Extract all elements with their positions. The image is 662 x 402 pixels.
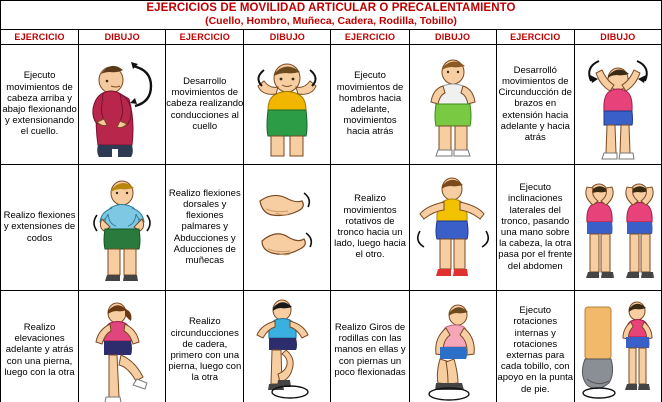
header-row	[1, 29, 662, 44]
neck-rotation-figure	[244, 44, 331, 164]
title-line-1: EJERCICIOS DE MOVILIDAD ARTICULAR O PRECALENTAMIENTO	[146, 2, 516, 14]
column-header-exercise-4: EJERCICIO	[496, 29, 574, 44]
exercise-text: Ejecuto inclinaciones laterales del tronco, pasando una mano sobre la cabeza, la otra pasa por el frente del abdomen	[496, 164, 574, 290]
column-header-exercise-2: EJERCICIO	[166, 29, 244, 44]
trunk-rotation-figure	[409, 164, 496, 290]
exercise-text: Desarrollo movimientos de cabeza realizando conducciones al cuello	[166, 44, 244, 164]
exercise-text: Ejecuto rotaciones internas y rotaciones externas para cada tobillo, con apoyo en la punta de pie.	[496, 290, 574, 402]
ankle-rotation-figure	[574, 290, 661, 402]
exercise-text: Realizo flexiones dorsales y flexiones palmares y Abducciones y Aducciones de muñecas	[166, 164, 244, 290]
table-row	[1, 290, 662, 402]
exercise-text: Realizo elevaciones adelante y atrás con una pierna, luego con la otra	[1, 290, 79, 402]
exercise-text: Desarrolló movimientos de Circunducción de brazos en extensión hacia adelante y hacia atrás	[496, 44, 574, 164]
shoulder-movement-figure	[409, 44, 496, 164]
page-title	[1, 1, 662, 30]
knee-rotation-figure	[409, 290, 496, 402]
column-header-exercise-1: EJERCICIO	[1, 29, 79, 44]
arm-circumduction-figure	[574, 44, 661, 164]
title-row	[1, 1, 662, 30]
exercise-text: Realizo Giros de rodillas con las manos en ellas y con piernas un poco flexionadas	[331, 290, 409, 402]
column-header-exercise-3: EJERCICIO	[331, 29, 409, 44]
exercise-text: Ejecuto movimientos de hombros hacia adelante, movimientos hacia atrás	[331, 44, 409, 164]
column-header-drawing-4: DIBUJO	[574, 29, 661, 44]
trunk-lateral-figure	[574, 164, 661, 290]
exercise-text: Realizo movimientos rotativos de tronco hacia un lado, luego hacia el otro.	[331, 164, 409, 290]
column-header-drawing-3: DIBUJO	[409, 29, 496, 44]
neck-flexion-figure	[79, 44, 166, 164]
column-header-drawing-1: DIBUJO	[79, 29, 166, 44]
table-row	[1, 44, 662, 164]
title-line-2: (Cuello, Hombro, Muñeca, Cadera, Rodilla, Tobillo)	[205, 15, 457, 28]
exercise-text: Realizo flexiones y extensiones de codos	[1, 164, 79, 290]
elbow-flexion-figure	[79, 164, 166, 290]
wrist-movement-figure	[244, 164, 331, 290]
table-row	[1, 164, 662, 290]
column-header-drawing-2: DIBUJO	[244, 29, 331, 44]
leg-raise-figure	[79, 290, 166, 402]
hip-circumduction-figure	[244, 290, 331, 402]
exercise-text: Ejecuto movimientos de cabeza arriba y abajo flexionando y extensionando el cuello.	[1, 44, 79, 164]
exercise-text: Realizo circunducciones de cadera, primero con una pierna, luego con la otra	[166, 290, 244, 402]
